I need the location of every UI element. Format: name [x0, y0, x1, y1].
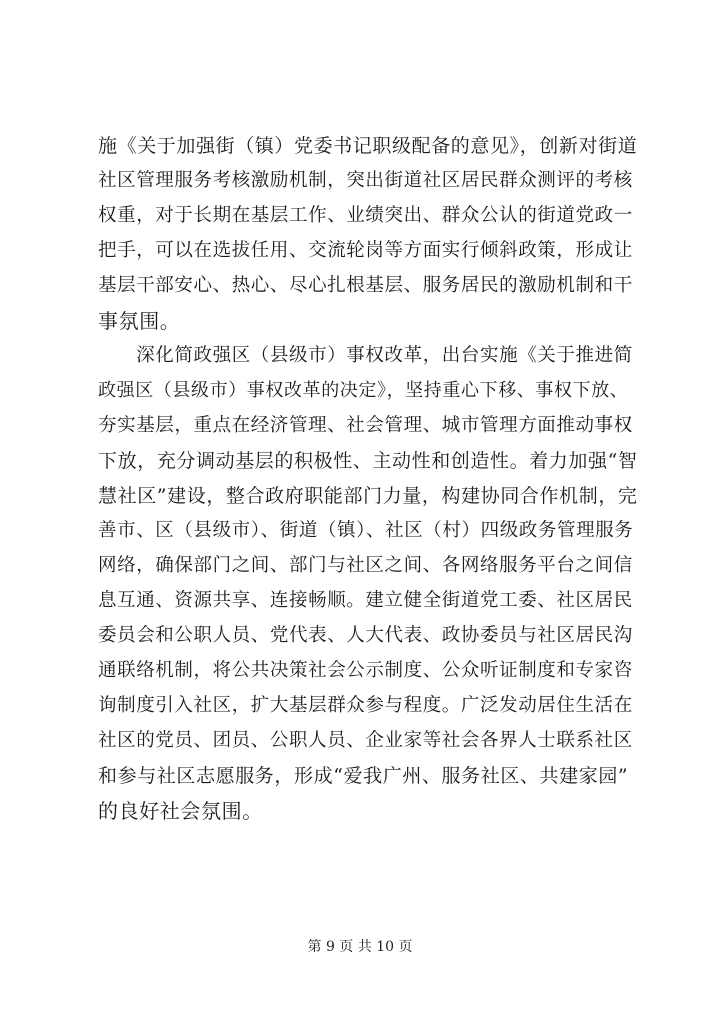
body-text-line: 委员会和公职人员、党代表、人大代表、政协委员与社区居民沟 [98, 625, 633, 646]
page-number-footer: 第 9 页 共 10 页 [307, 939, 413, 955]
paragraph-start-line: 深化简政强区（县级市）事权改革，出台实施《关于推进简 [98, 345, 633, 366]
body-text-line: 下放，充分调动基层的积极性、主动性和创造性。着力加强“智 [98, 450, 638, 472]
body-text-line: 询制度引入社区，扩大基层群众参与程度。广泛发动居住生活在 [98, 695, 633, 716]
body-text-line: 慧社区”建设，整合政府职能部门力量，构建协同合作机制，完 [98, 485, 638, 507]
body-text-line: 施《关于加强街（镇）党委书记职级配备的意见》，创新对街道 [98, 135, 638, 157]
body-text-line: 网络，确保部门之间、部门与社区之间、各网络服务平台之间信 [98, 555, 633, 576]
body-text-line: 事氛围。 [98, 309, 181, 333]
body-text-line: 社区的党员、团员、公职人员、企业家等社会各界人士联系社区 [98, 730, 633, 751]
body-text-line: 政强区（县级市）事权改革的决定》，坚持重心下移、事权下放、 [98, 380, 629, 401]
body-text-line: 通联络机制，将公共决策社会公示制度、公众听证制度和专家咨 [98, 660, 633, 681]
body-text-line: 夯实基层，重点在经济管理、社会管理、城市管理方面推动事权 [98, 415, 633, 436]
body-text-line: 和参与社区志愿服务，形成“爱我广州、服务社区、共建家园” [98, 765, 629, 787]
body-text-line: 把手，可以在选拔任用、交流轮岗等方面实行倾斜政策，形成让 [98, 240, 633, 261]
body-text-line: 息互通、资源共享、连接畅顺。建立健全街道党工委、社区居民 [98, 590, 633, 611]
body-text-line: 社区管理服务考核激励机制，突出街道社区居民群众测评的考核 [98, 170, 633, 191]
body-text-line: 权重，对于长期在基层工作、业绩突出、群众公认的街道党政一 [98, 205, 633, 226]
body-text-line: 的良好社会氛围。 [98, 799, 263, 823]
body-text-line: 善市、区（县级市）、街道（镇）、社区（村）四级政务管理服务 [98, 520, 634, 541]
body-text-line: 基层干部安心、热心、尽心扎根基层、服务居民的激励机制和干 [98, 275, 633, 296]
